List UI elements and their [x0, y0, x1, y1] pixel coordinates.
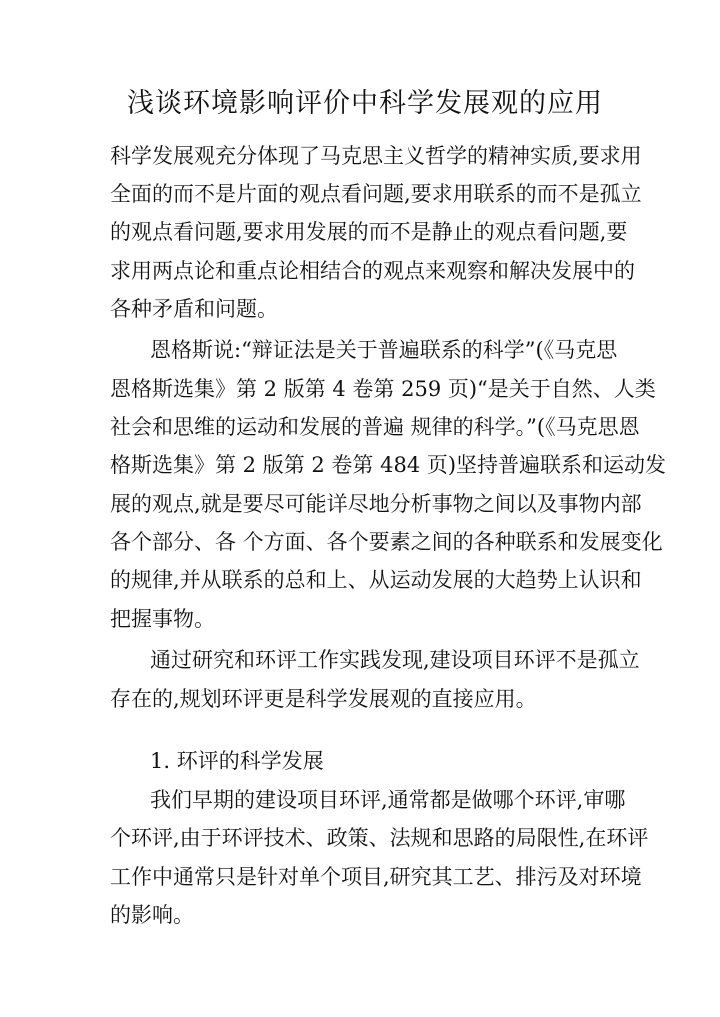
text-line: 的影响。 [110, 903, 194, 927]
text-line: 社会和思维的运动和发展的普遍 规律的科学。”(《马克思恩 [110, 415, 640, 439]
text-line: 各个部分、各 个方面、各个要素之间的各种联系和发展变化 [110, 530, 663, 554]
text-line: 恩格斯说:“辩证法是关于普遍联系的科学”(《马克思 [150, 338, 618, 362]
section-heading: 1. 环评的科学发展 [150, 749, 324, 773]
document-title: 浅谈环境影响评价中科学发展观的应用 [127, 88, 603, 119]
text-line: 恩格斯选集》第 2 版第 4 卷第 259 页)“是关于自然、人类 [110, 377, 656, 401]
text-line: 工作中通常只是针对单个项目,研究其工艺、排污及对环境 [110, 865, 642, 889]
text-line: 展的观点,就是要尽可能详尽地分析事物之间以及事物内部 [110, 492, 642, 516]
text-line: 的观点看问题,要求用发展的而不是静止的观点看问题,要 [110, 220, 628, 244]
text-line: 格斯选集》第 2 版第 2 卷第 484 页)坚持普遍联系和运动发 [110, 453, 667, 477]
text-line: 存在的,规划环评更是科学发展观的直接应用。 [110, 687, 537, 711]
text-line: 我们早期的建设项目环评,通常都是做哪个环评,审哪 [150, 788, 626, 812]
text-line: 各种矛盾和问题。 [110, 297, 278, 321]
text-line: 通过研究和环评工作实践发现,建设项目环评不是孤立 [150, 648, 640, 672]
text-line: 的规律,并从联系的总和上、从运动发展的大趋势上认识和 [110, 568, 642, 592]
text-line: 求用两点论和重点论相结合的观点来观察和解决发展中的 [110, 259, 635, 283]
text-line: 科学发展观充分体现了马克思主义哲学的精神实质,要求用 [110, 144, 642, 168]
text-line: 个环评,由于环评技术、政策、法规和思路的局限性,在环评 [110, 826, 649, 850]
text-line: 把握事物。 [110, 607, 215, 631]
text-line: 全面的而不是片面的观点看问题,要求用联系的而不是孤立 [110, 182, 642, 206]
